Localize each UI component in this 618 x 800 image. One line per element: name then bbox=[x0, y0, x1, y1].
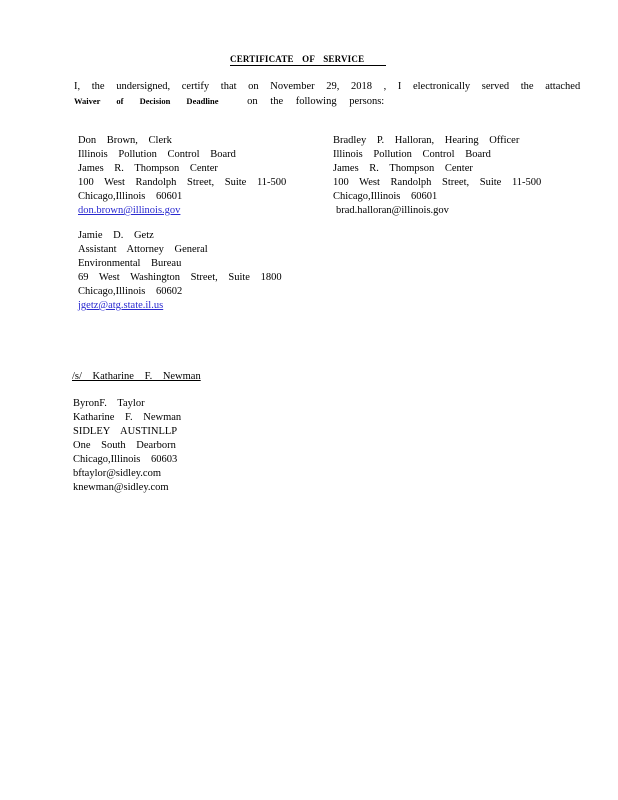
intro-line-1: I, the undersigned, certify that on November 29, 2018 , I electronically served the attached bbox=[74, 81, 581, 92]
recipient-block-bradley-halloran bbox=[333, 134, 541, 218]
recipient-line: Bradley P. Halloran, Hearing Officer bbox=[333, 135, 520, 146]
recipient-line: Environmental Bureau bbox=[78, 258, 182, 269]
signer-line: SIDLEY AUSTINLLP bbox=[73, 426, 178, 437]
signer-line: knewman@sidley.com bbox=[73, 482, 169, 493]
recipient-block-jamie-getz bbox=[78, 229, 282, 313]
recipient-email-link[interactable]: don.brown@illinois.gov bbox=[78, 205, 181, 216]
signer-line: Chicago,Illinois 60603 bbox=[73, 454, 178, 465]
document-title: CERTIFICATE OF SERVICE bbox=[230, 54, 386, 66]
recipient-line: Assistant Attorney General bbox=[78, 244, 208, 255]
signer-line: Katharine F. Newman bbox=[73, 412, 182, 423]
recipient-email: brad.halloran@illinois.gov bbox=[336, 205, 449, 216]
recipient-block-don-brown bbox=[78, 134, 286, 218]
recipient-line: Chicago,Illinois 60602 bbox=[78, 286, 183, 297]
recipient-line: James R. Thompson Center bbox=[333, 163, 473, 174]
recipient-line: 100 West Randolph Street, Suite 11-500 bbox=[78, 177, 287, 188]
recipient-line: Don Brown, Clerk bbox=[78, 135, 172, 146]
recipient-email-link[interactable]: jgetz@atg.state.il.us bbox=[78, 300, 164, 311]
signer-line: One South Dearborn bbox=[73, 440, 176, 451]
recipient-line: Chicago,Illinois 60601 bbox=[78, 191, 183, 202]
intro-line-2 bbox=[74, 94, 524, 109]
recipient-line: Illinois Pollution Control Board bbox=[78, 149, 236, 160]
served-document-name: Waiver of Decision Deadline bbox=[74, 96, 219, 106]
recipient-line: Illinois Pollution Control Board bbox=[333, 149, 491, 160]
signer-contact-block bbox=[73, 397, 181, 495]
electronic-signature: /s/ Katharine F. Newman bbox=[72, 371, 201, 382]
signer-line: ByronF. Taylor bbox=[73, 398, 145, 409]
recipient-line: Jamie D. Getz bbox=[78, 230, 154, 241]
recipient-line: 69 West Washington Street, Suite 1800 bbox=[78, 272, 282, 283]
recipient-line: James R. Thompson Center bbox=[78, 163, 218, 174]
intro-line-2-rest: on the following persons: bbox=[247, 96, 385, 107]
recipient-line: Chicago,Illinois 60601 bbox=[333, 191, 438, 202]
signature-line bbox=[72, 370, 219, 384]
signer-line: bftaylor@sidley.com bbox=[73, 468, 162, 479]
recipient-line: 100 West Randolph Street, Suite 11-500 bbox=[333, 177, 542, 188]
